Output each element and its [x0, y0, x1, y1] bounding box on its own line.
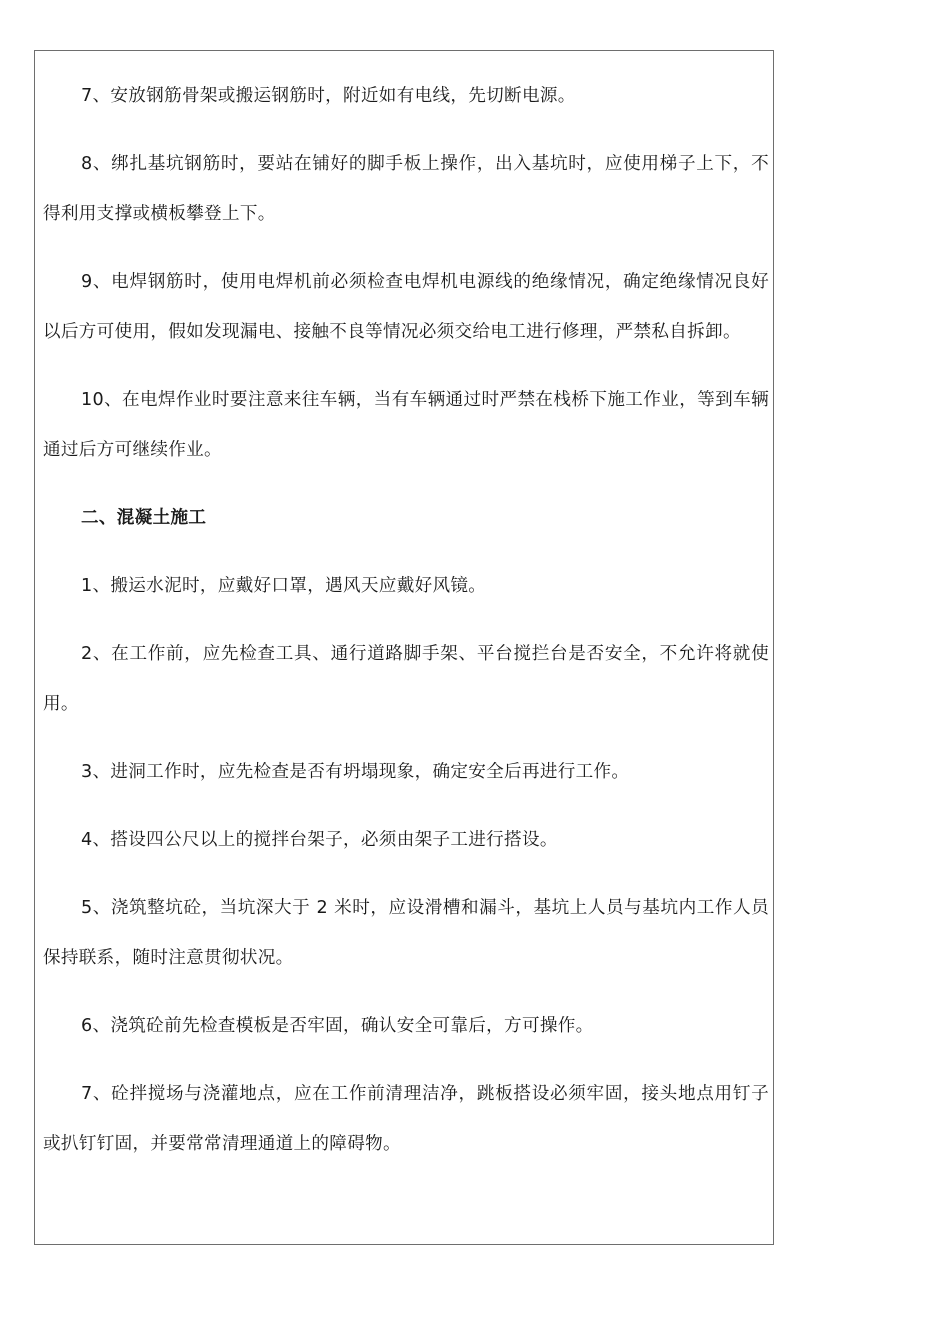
list-item: 2、在工作前，应先检查工具、通行道路脚手架、平台搅拦台是否安全，不允许将就使用。	[43, 644, 769, 714]
section-heading: 二、混凝土施工	[81, 508, 207, 528]
list-item: 4、搭设四公尺以上的搅拌台架子，必须由架子工进行搭设。	[81, 830, 558, 850]
list-item: 6、浇筑砼前先检查模板是否牢固，确认安全可靠后，方可操作。	[81, 1016, 594, 1036]
document-frame	[34, 50, 774, 1245]
list-item: 7、砼拌搅场与浇灌地点，应在工作前清理洁净，跳板搭设必须牢固，接头地点用钉子或扒钉钉固，并要常常清理通道上的障碍物。	[43, 1084, 769, 1154]
document-body	[43, 71, 769, 1187]
list-item: 3、进洞工作时，应先检查是否有坍塌现象，确定安全后再进行工作。	[81, 762, 630, 782]
list-item: 10、在电焊作业时要注意来往车辆，当有车辆通过时严禁在栈桥下施工作业，等到车辆通过后方可继续作业。	[43, 390, 769, 460]
list-item: 1、搬运水泥时，应戴好口罩，遇风天应戴好风镜。	[81, 576, 487, 596]
list-item: 9、电焊钢筋时，使用电焊机前必须检查电焊机电源线的绝缘情况，确定绝缘情况良好以后方可使用，假如发现漏电、接触不良等情况必须交给电工进行修理，严禁私自拆卸。	[43, 272, 769, 342]
list-item: 5、浇筑整坑砼，当坑深大于 2 米时，应设滑槽和漏斗，基坑上人员与基坑内工作人员保持联系，随时注意贯彻状况。	[43, 898, 769, 968]
list-item: 7、安放钢筋骨架或搬运钢筋时，附近如有电线，先切断电源。	[81, 86, 576, 106]
list-item: 8、绑扎基坑钢筋时，要站在铺好的脚手板上操作，出入基坑时，应使用梯子上下，不得利用支撑或横板攀登上下。	[43, 154, 769, 224]
